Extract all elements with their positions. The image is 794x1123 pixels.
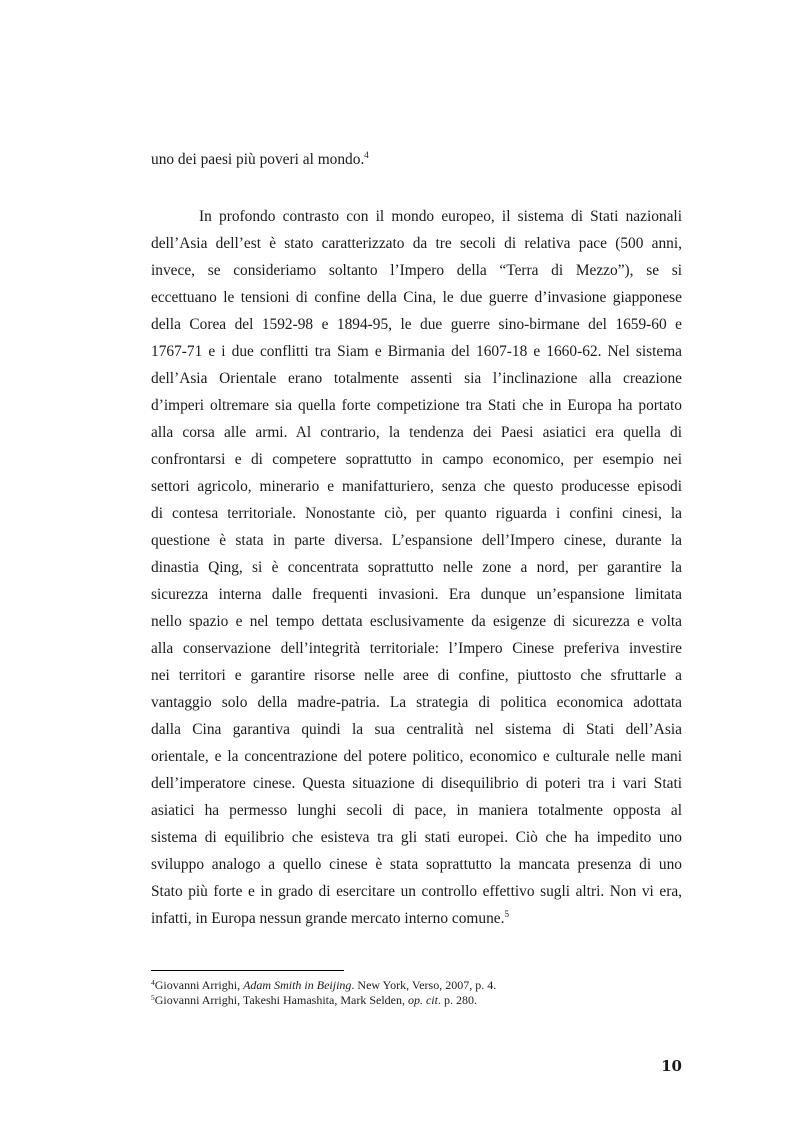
opening-line: uno dei paesi più poveri al mondo.$^4$ [151,150,369,168]
footnote-separator [151,970,344,971]
paragraph-line: Stato più forte e in grado di esercitare un controllo effettivo sugli altri. Non vi era, [151,883,682,900]
page-number: 10 [661,1057,682,1075]
paragraph-line: dell’Asia dell’est è stato caratterizzato da tre secoli di relativa pace (500 anni, [151,235,682,252]
paragraph-line: invece, se consideriamo soltanto l’Impero della “Terra di Mezzo”), se si [151,262,682,279]
paragraph-line: della Corea del 1592-98 e 1894-95, le due guerre sino-birmane del 1659-60 e [151,316,682,333]
paragraph-line: confrontarsi e di competere soprattutto in campo economico, per esempio nei [151,451,682,468]
paragraph-line: sistema di equilibrio che esisteva tra gli stati europei. Ciò che ha impedito uno [151,829,682,846]
paragraph-line: sicurezza interna dalle frequenti invasioni. Era dunque un’espansione limitata [151,586,682,603]
paragraph-line: dell’Asia Orientale erano totalmente assenti sia l’inclinazione alla creazione [151,370,682,387]
footnote-ref-5: 5 [504,909,509,919]
footnote-5: $^5$Giovanni Arrighi, Takeshi Hamashita, Mark Selden, op. cit. p. 280. [151,993,477,1007]
paragraph-line: questione è stata in parte diversa. L’espansione dell’Impero cinese, durante la [151,532,682,549]
paragraph-line: dinastia Qing, si è concentrata soprattutto nelle zone a nord, per garantire la [151,559,682,576]
paragraph-line: eccettuano le tensioni di confine della Cina, le due guerre d’invasione giapponese [151,289,682,306]
footnote-4: $^4$Giovanni Arrighi, Adam Smith in Beijing. New York, Verso, 2007, p. 4. [151,978,497,992]
footnote-ref-4: 4 [364,150,369,160]
paragraph-line: di contesa territoriale. Nonostante ciò, per quanto riguarda i confini cinesi, la [151,505,682,522]
paragraph-line: vantaggio solo della madre-patria. La strategia di politica economica adottata [151,694,682,711]
paragraph-line: asiatici ha permesso lunghi secoli di pace, in maniera totalmente opposta al [151,802,682,819]
paragraph-line: alla corsa alle armi. Al contrario, la tendenza dei Paesi asiatici era quella di [151,424,682,441]
paragraph-line: In profondo contrasto con il mondo europeo, il sistema di Stati nazionali [199,208,682,225]
paragraph-line: dell’imperatore cinese. Questa situazione di disequilibrio di poteri tra i vari Stati [151,775,682,792]
paragraph-line: nei territori e garantire risorse nelle aree di confine, piuttosto che sfruttarle a [151,667,682,684]
paragraph-last-line: infatti, in Europa nessun grande mercato interno comune.$^5$ [151,909,509,927]
paragraph-line: alla conservazione dell’integrità territoriale: l’Impero Cinese preferiva investire [151,640,682,657]
paragraph-line: orientale, e la concentrazione del potere politico, economico e culturale nelle mani [151,748,682,765]
paragraph-line: d’imperi oltremare sia quella forte competizione tra Stati che in Europa ha portato [151,397,682,414]
paragraph-line: dalla Cina garantiva quindi la sua centralità nel sistema di Stati dell’Asia [151,721,682,738]
paragraph-line: 1767-71 e i due conflitti tra Siam e Birmania del 1607-18 e 1660-62. Nel sistema [151,343,682,360]
paragraph-line: nello spazio e nel tempo dettata esclusivamente da esigenze di sicurezza e volta [151,613,682,630]
paragraph-line: settori agricolo, minerario e manifatturiero, senza che questo producesse episodi [151,478,682,495]
paragraph-line: sviluppo analogo a quello cinese è stata soprattutto la mancata presenza di uno [151,856,682,873]
